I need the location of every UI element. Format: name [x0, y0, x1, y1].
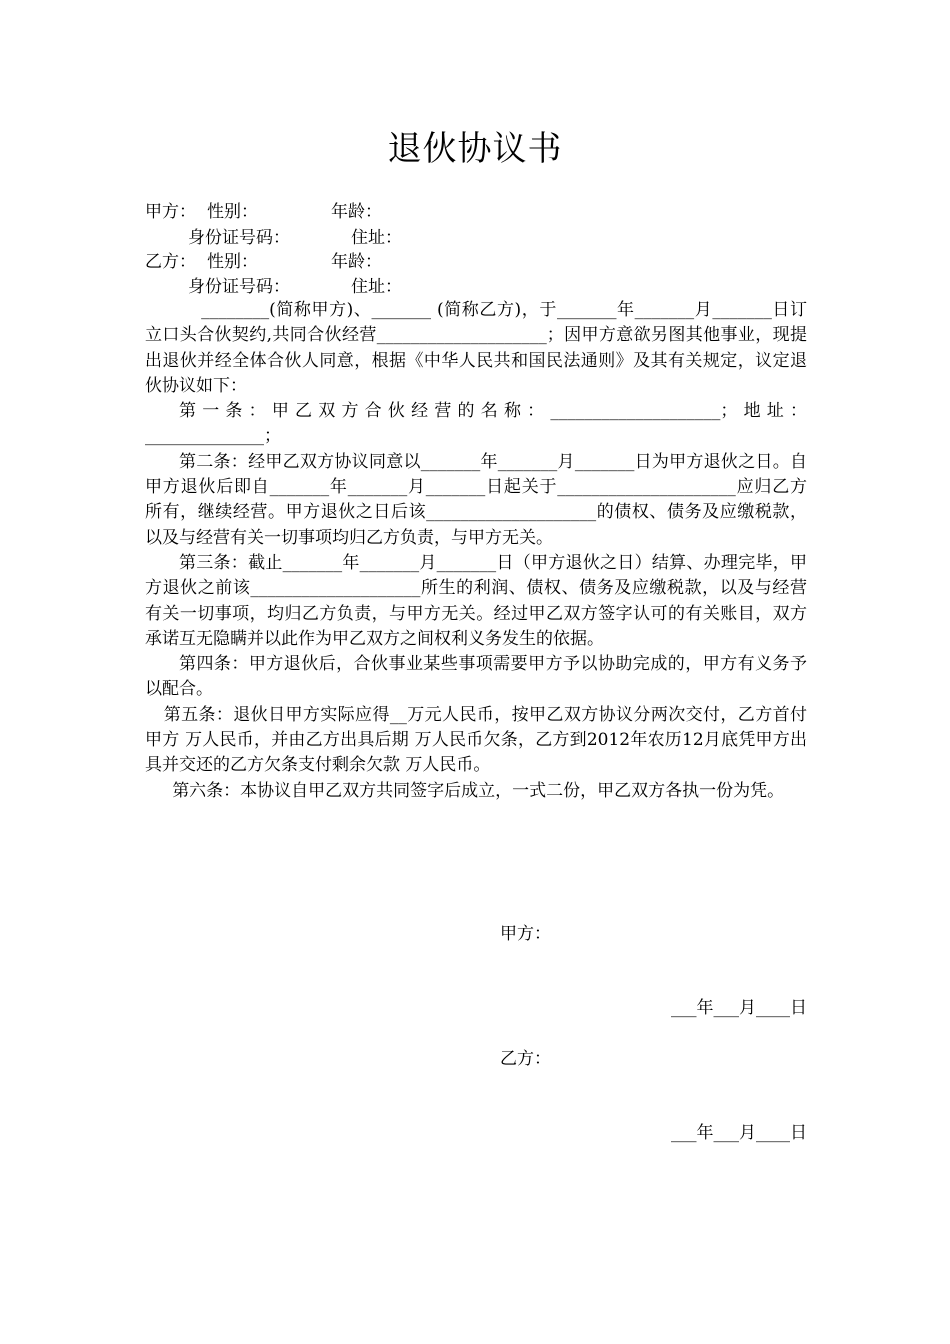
- party-a-date-line: ___年___月____日: [671, 998, 807, 1018]
- party-b-signature-label: 乙方：: [500, 1049, 551, 1069]
- party-a-label: 甲方：: [145, 202, 196, 222]
- party-a-gender-label: 性别：: [207, 202, 258, 222]
- document-title: 退伙协议书: [387, 129, 563, 169]
- intro-paragraph: ________(简称甲方)、_______ (简称乙方)，于_______年_______月_______日订立口头合伙契约,共同合伙经营____________________；因甲方意欲另图其他事业，现提出退伙并经全体合伙人同意，根据《中华人民共和国民法通则》及其有关规定，议定退伙协议如下：: [145, 300, 807, 396]
- party-b-address-label: 住址：: [351, 277, 402, 297]
- article-1: 第一条：甲乙双方合伙经营的名称：____________________；地址：______________；: [145, 401, 807, 447]
- party-a-age-label: 年龄：: [331, 202, 382, 222]
- article-5: 第五条：退伙日甲方实际应得__万元人民币，按甲乙双方协议分两次交付，乙方首付甲方 万人民币，并由乙方出具后期 万人民币欠条，乙方到2012年农历12月底凭甲方出具并交还的乙方欠条支付剩余欠款 万人民币。: [145, 704, 807, 776]
- party-b-age-label: 年龄：: [331, 252, 382, 272]
- party-a-signature-label: 甲方：: [500, 924, 551, 944]
- article-2: 第二条：经甲乙双方协议同意以_______年_______月_______日为甲方退伙之日。自甲方退伙后即自_______年_______月_______日起关于_____________________应归乙方所有，继续经营。甲方退伙之日后该____________________的债权、债务及应缴税款，以及与经营有关一切事项均归乙方负责，与甲方无关。: [145, 451, 807, 548]
- party-b-label: 乙方：: [145, 252, 196, 272]
- party-a-id-label: 身份证号码：: [188, 228, 290, 248]
- article-4: 第四条：甲方退伙后，合伙事业某些事项需要甲方予以协助完成的，甲方有义务予以配合。: [145, 654, 807, 700]
- party-a-address-label: 住址：: [351, 228, 402, 248]
- article-3: 第三条：截止_______年_______月_______日（甲方退伙之日）结算、办理完毕，甲方退伙之前该____________________所生的利润、债权、债务及应缴税款，以及与经营有关一切事项，均归乙方负责，与甲方无关。经过甲乙双方签字认可的有关账目，双方承诺互无隐瞒并以此作为甲乙双方之间权利义务发生的依据。: [145, 552, 807, 649]
- party-b-id-label: 身份证号码：: [188, 277, 290, 297]
- party-b-date-line: ___年___月____日: [671, 1123, 807, 1143]
- article-6: 第六条：本协议自甲乙双方共同签字后成立，一式二份，甲乙双方各执一份为凭。: [172, 780, 785, 801]
- party-b-gender-label: 性别：: [207, 252, 258, 272]
- agreement-body: [145, 298, 807, 804]
